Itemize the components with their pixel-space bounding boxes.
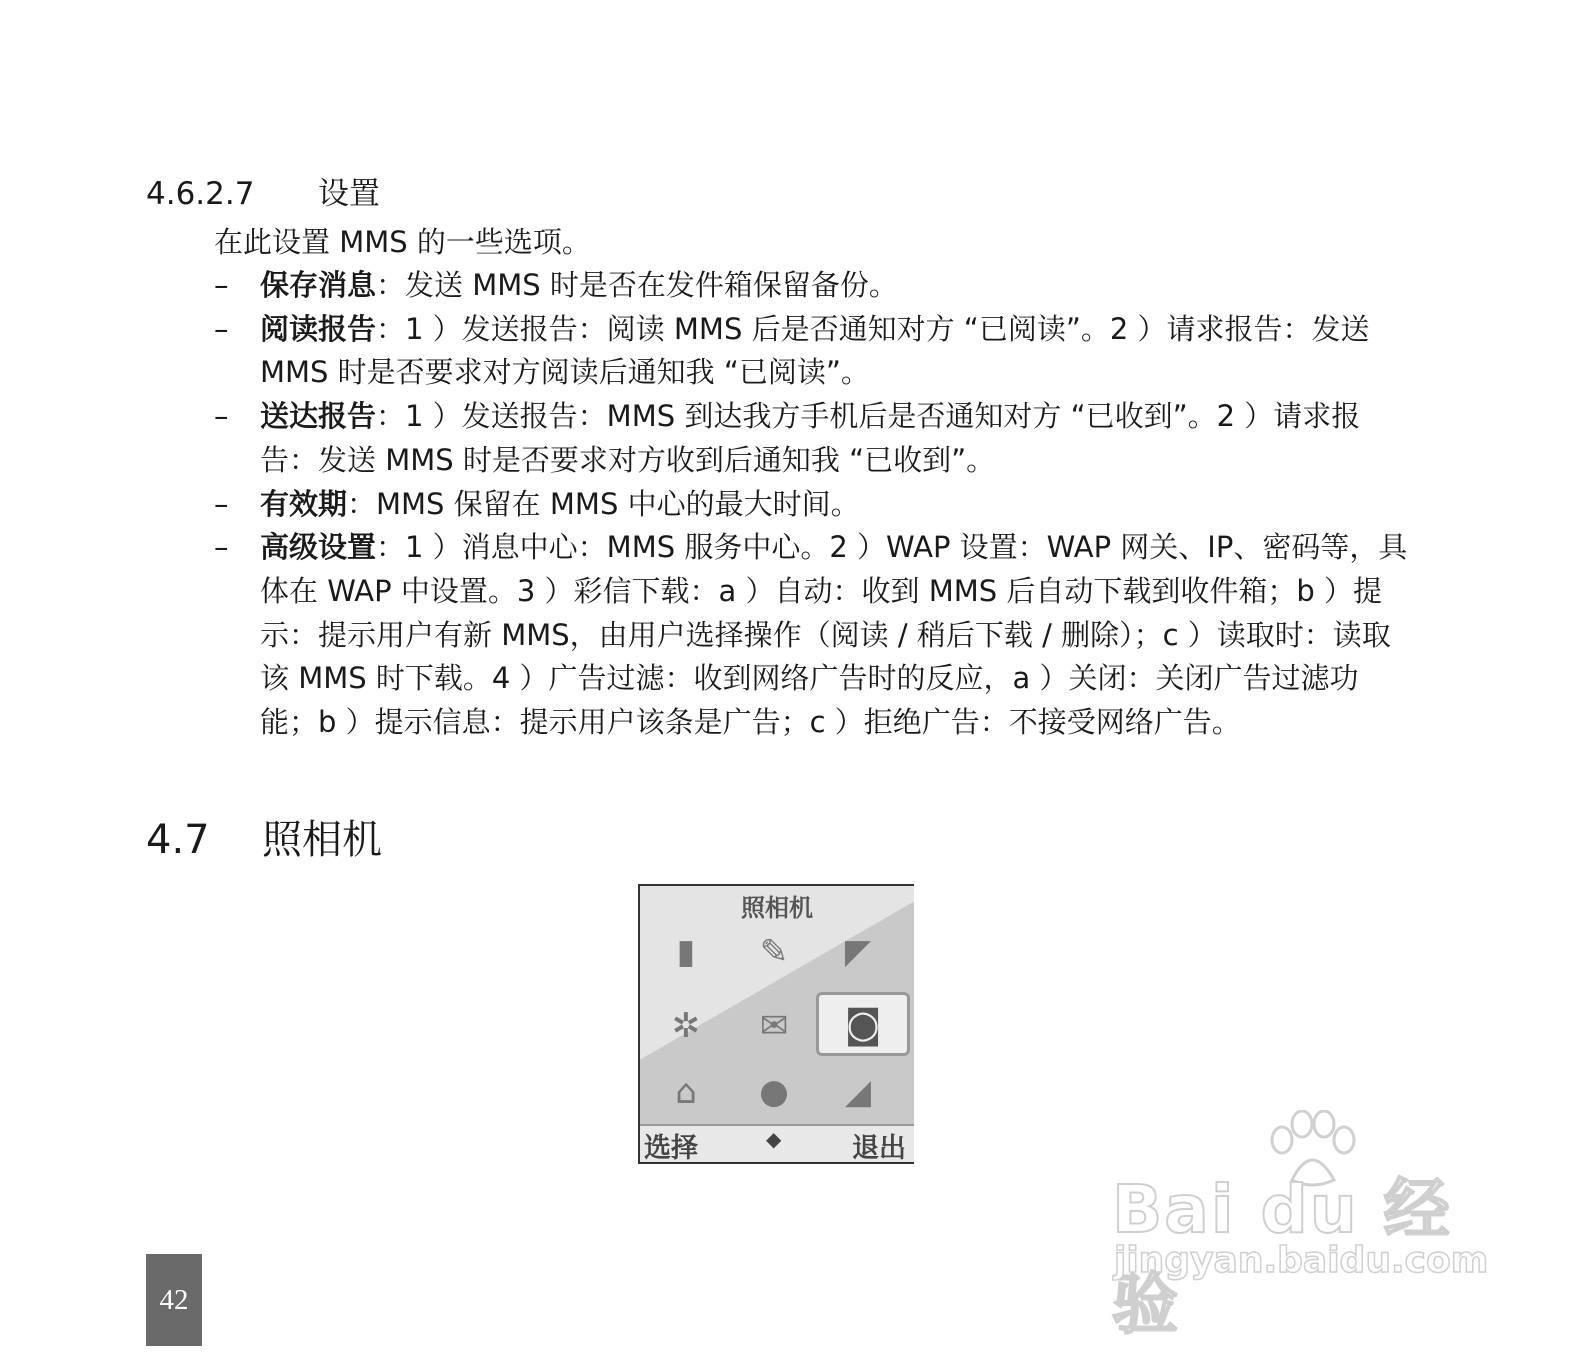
item-label: 阅读报告: [260, 311, 377, 346]
section-number: 4.6.2.7: [146, 176, 255, 212]
camera-icon[interactable]: ◙: [816, 992, 910, 1056]
tools-icon[interactable]: ✎: [759, 932, 789, 972]
item-text: ：MMS 保留在 MMS 中心的最大时间。: [347, 486, 860, 521]
watermark-brand: Bai du 经验: [1112, 1171, 1452, 1343]
item-label: 高级设置: [260, 530, 377, 565]
item-text: ：1 ）消息中心：MMS 服务中心。2 ）WAP 设置：WAP 网关、IP、密码等，具体在 WAP 中设置。3 ）彩信下载：a ）自动：收到 MMS 后自动下载到收件箱；b ）提示：提示用户有新 MMS，由用户选择操作（阅读 / 稍后下载 / 删除）；c ）读取时：读取该 MMS 时下载。4 ）广告过滤：收到网络广告时的反应，a ）关闭：关闭广告过滤功能；b ）提示信息：提示用户该条是广告；c ）拒绝广告：不接受网络广告。: [260, 530, 1408, 740]
page-number: 42: [146, 1254, 202, 1346]
select-softkey[interactable]: 选择: [644, 1133, 698, 1164]
phone-screen-title: 照相机: [741, 894, 813, 922]
section-title: 设置: [318, 176, 380, 212]
list-item: – 保存消息：发送 MMS 时是否在发件箱保留备份。: [214, 268, 898, 302]
watermark-url: jingyan.baidu.com: [1114, 1240, 1489, 1281]
softkey-bar: [640, 1124, 914, 1162]
item-text: ：1 ）发送报告：MMS 到达我方手机后是否通知对方 “已收到”。2 ）请求报告：发送 MMS 时是否要求对方收到后通知我 “已收到”。: [260, 399, 1361, 477]
phone-screenshot: [638, 884, 914, 1164]
menu-icon-grid: [656, 926, 906, 1116]
media-icon[interactable]: ◤: [844, 932, 872, 972]
item-label: 有效期: [260, 486, 348, 521]
settings-list: [214, 264, 1414, 745]
heading-title: 照相机: [262, 817, 382, 863]
item-label: 送达报告: [260, 399, 377, 434]
settings-icon[interactable]: ✲: [671, 1006, 701, 1046]
message-icon[interactable]: ✉: [759, 1006, 789, 1046]
item-text: ：发送 MMS 时是否在发件箱保留备份。: [376, 268, 898, 302]
heading-number: 4.7: [146, 817, 210, 863]
list-item: – 高级设置：1 ）消息中心：MMS 服务中心。2 ）WAP 设置：WAP 网关、IP、密码等，具体在 WAP 中设置。3 ）彩信下载：a ）自动：收到 MMS 后自动下载到收件箱；b ）提示：提示用户有新 MMS，由用户选择操作（阅读 / 稍后下载 / 删除）；c ）读取时：读取该 MMS 时下载。4 ）广告过滤：收到网络广告时的反应，a ）关闭：关闭广告过滤功能；b ）提示信息：提示用户该条是广告；c ）拒绝广告：不接受网络广告。: [214, 530, 1408, 740]
list-item: – 送达报告：1 ）发送报告：MMS 到达我方手机后是否通知对方 “已收到”。2 ）请求报告：发送 MMS 时是否要求对方收到后通知我 “已收到”。: [214, 399, 1361, 477]
exit-softkey[interactable]: 退出: [852, 1133, 906, 1164]
phonebook-icon[interactable]: ▮: [676, 932, 696, 972]
navigation-key-icon[interactable]: ◆: [766, 1127, 782, 1151]
camera-heading: [146, 812, 382, 868]
internet-icon[interactable]: ●: [759, 1072, 789, 1112]
section-heading: [146, 172, 380, 216]
memo-icon[interactable]: ◢: [844, 1072, 872, 1112]
list-item: – 有效期：MMS 保留在 MMS 中心的最大时间。: [214, 486, 860, 521]
list-item: – 阅读报告：1 ）发送报告：阅读 MMS 后是否通知对方 “已阅读”。2 ）请求报告：发送 MMS 时是否要求对方阅读后通知我 “已阅读”。: [214, 311, 1370, 390]
item-text: ：1 ）发送报告：阅读 MMS 后是否通知对方 “已阅读”。2 ）请求报告：发送 MMS 时是否要求对方阅读后通知我 “已阅读”。: [260, 311, 1370, 390]
intro-text: 在此设置 MMS 的一些选项。: [214, 225, 591, 259]
item-label: 保存消息: [260, 268, 377, 302]
baidu-watermark: [1112, 1110, 1489, 1343]
games-icon[interactable]: ⌂: [675, 1072, 697, 1112]
